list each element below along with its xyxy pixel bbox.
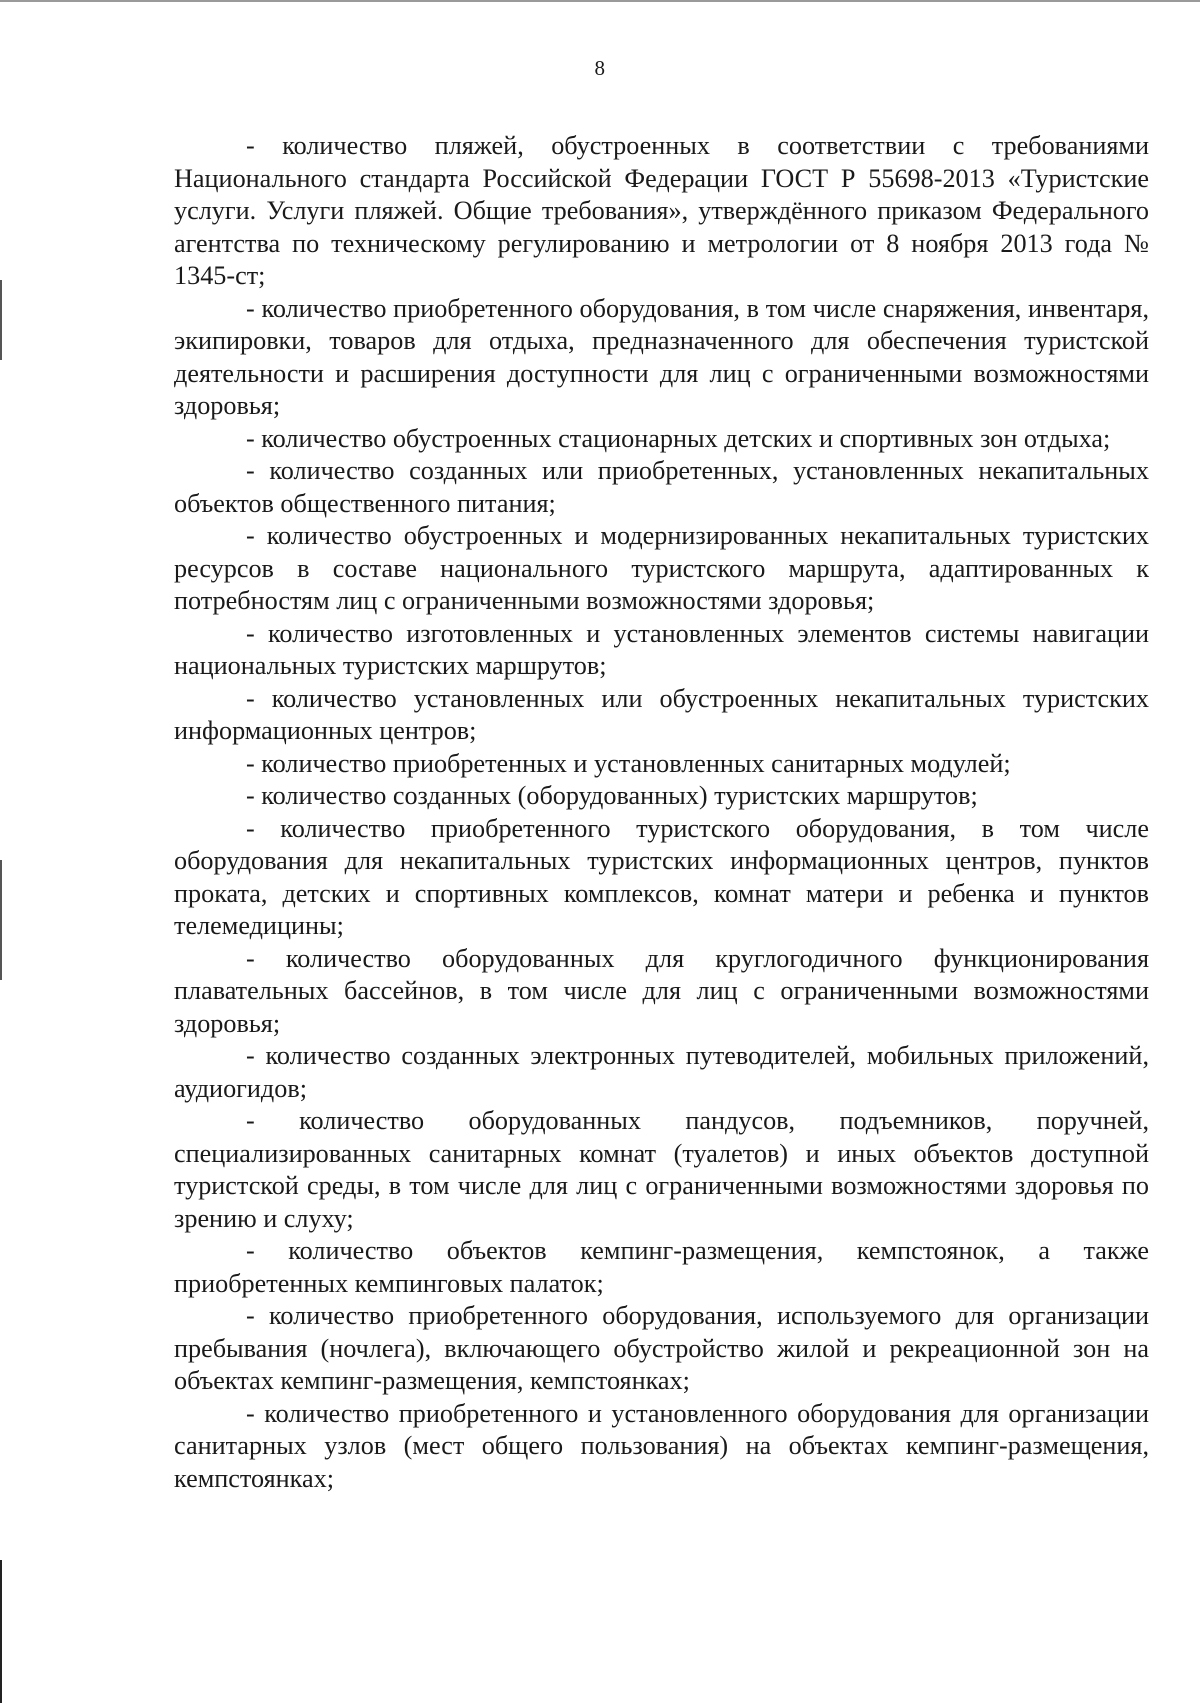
scan-left-edge — [0, 1560, 2, 1703]
list-item-recreation-zones: - количество обустроенных стационарных детских и спортивных зон отдыха; — [246, 423, 1111, 453]
scan-left-edge-mark — [0, 280, 2, 360]
list-item-equipment: - количество приобретенного оборудования, в том числе снаряжения, инвентаря, экипировки, товаров для отдыха, предназначенного для обеспечения туристской деятельности и расширения доступности для лиц с ограниченными возможностями здоровья; — [174, 293, 1149, 420]
document-body — [174, 130, 1149, 1495]
scan-left-edge-mark — [0, 860, 2, 980]
list-item-navigation: - количество изготовленных и установленных элементов системы навигации национальных туристских маршрутов; — [174, 618, 1149, 680]
list-item-beaches: - количество пляжей, обустроенных в соответствии с требованиями Национального стандарта Российской Федерации ГОСТ Р 55698-2013 «Туристские услуги. Услуги пляжей. Общие требования», утверждённого приказом Федерального агентства по техническому регулированию и метрологии от 8 ноября 2013 года № 1345-ст; — [174, 131, 1149, 290]
list-item-routes: - количество созданных (оборудованных) туристских маршрутов; — [246, 781, 978, 810]
list-item-catering: - количество созданных или приобретенных, установленных некапитальных объектов общественного питания; — [174, 456, 1149, 518]
list-item-pools: - количество оборудованных для круглогодичного функционирования плавательных бассейнов, в том числе для лиц с ограниченными возможностями здоровья; — [174, 943, 1149, 1038]
scan-top-edge — [0, 0, 1200, 2]
list-item-tourist-resources: - количество обустроенных и модернизированных некапитальных туристских ресурсов в составе национального туристского маршрута, адаптированных к потребностям лиц с ограниченными возможностями здоровья; — [174, 521, 1149, 615]
list-item-camping-equipment: - количество приобретенного оборудования, используемого для организации пребывания (ночлега), включающего обустройство жилой и рекреационной зон на объектах кемпинг-размещения, кемпстоянках; — [174, 1301, 1149, 1395]
list-item-camping-sites: - количество объектов кемпинг-размещения, кемпстоянок, а также приобретенных кемпинговых палаток; — [174, 1236, 1149, 1298]
list-item-sanitary-units: - количество приобретенного и установленного оборудования для организации санитарных узлов (мест общего пользования) на объектах кемпинг-размещения, кемпстоянках; — [174, 1398, 1149, 1493]
list-item-accessibility: - количество оборудованных пандусов, подъемников, поручней, специализированных санитарных комнат (туалетов) и иных объектов доступной туристской среды, в том числе для лиц с ограниченными возможностями здоровья по зрению и слуху; — [174, 1106, 1149, 1233]
list-item-tourist-equipment: - количество приобретенного туристского оборудования, в том числе оборудования для некапитальных туристских информационных центров, пунктов проката, детских и спортивных комплексов, комнат матери и ребенка и пунктов телемедицины; — [174, 813, 1149, 940]
page-number: 8 — [594, 56, 606, 80]
list-item-guides: - количество созданных электронных путеводителей, мобильных приложений, аудиогидов; — [174, 1041, 1149, 1103]
list-item-sanitary-modules: - количество приобретенных и установленных санитарных модулей; — [246, 748, 1011, 778]
list-item-info-centers: - количество установленных или обустроенных некапитальных туристских информационных центров; — [174, 683, 1149, 745]
